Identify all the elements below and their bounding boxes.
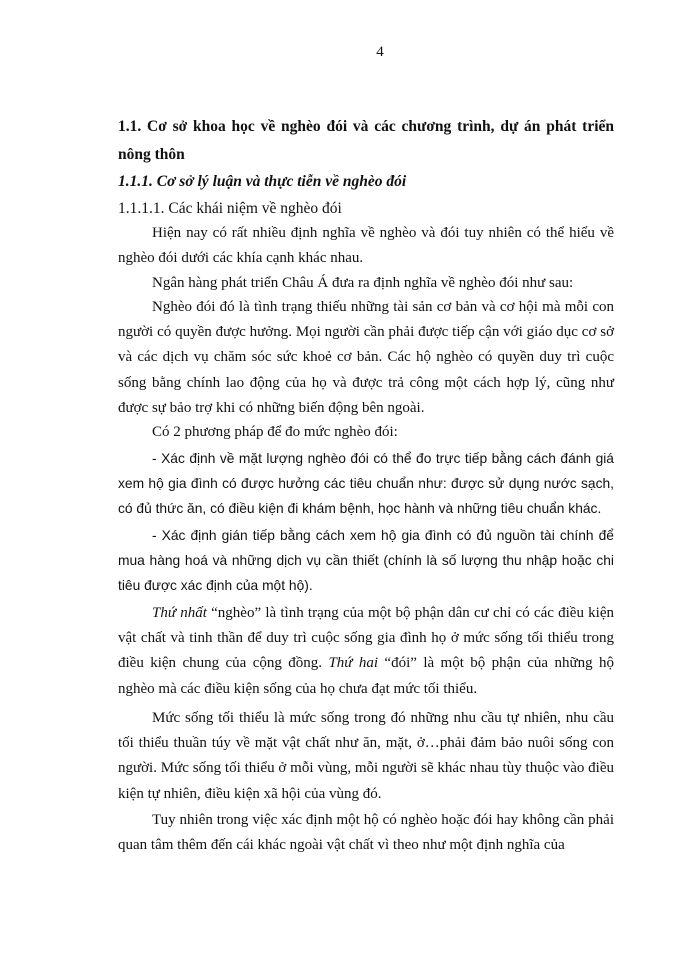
paragraph-1: Hiện nay có rất nhiều định nghĩa về nghèo và đói tuy nhiên có thể hiểu về nghèo đói dưới các khía cạnh khác nhau. <box>118 225 614 267</box>
paragraph-6: - Xác định gián tiếp bằng cách xem hộ gia đình có đủ nguồn tài chính để mua hàng hoá và những dịch vụ cần thiết (chính là số lượng thu nhập hoặc chi tiêu được xác định của một hộ). <box>118 528 614 594</box>
emphasis-second: Thứ hai <box>328 655 379 672</box>
page-number: 4 <box>376 44 384 60</box>
paragraph-4: Có 2 phương pháp để đo mức nghèo đói: <box>152 424 398 440</box>
paragraph-7-text-a: “nghèo” là tình trạng của một bộ phận dân cư chỉ có các điều kiện vật chất và tinh thần để duy trì cuộc sống gia đình họ ở mức sống tối thiểu trong điều kiện chung của cộng đồng. <box>118 605 614 672</box>
paragraph-9: Tuy nhiên trong việc xác định một hộ có nghèo hoặc đói hay không cần phải quan tâm thêm đến cái khác ngoài vật chất vì theo như một định nghĩa của <box>118 812 614 854</box>
paragraph-7 <box>118 601 614 702</box>
paragraph-5: - Xác định về mặt lượng nghèo đói có thể đo trực tiếp bằng cách đánh giá xem hộ gia đình có được hưởng các tiêu chuẩn như: được sử dụng nước sạch, có đủ thức ăn, có điều kiện đi khám bệnh, học hành và những tiêu chuẩn khác. <box>118 451 614 517</box>
paragraph-3: Nghèo đói đó là tình trạng thiếu những tài sản cơ bản và cơ hội mà mỗi con người có quyền được hưởng. Mọi người cần phải được tiếp cận với giáo dục cơ sở và các dịch vụ chăm sóc sức khoẻ cơ bản. Các hộ nghèo có quyền duy trì cuộc sống bằng chính lao động của họ và được trả công một cách hợp lý, cũng như được sự bảo trợ khi có những biến động bên ngoài. <box>118 299 614 416</box>
paragraph-8: Mức sống tối thiểu là mức sống trong đó những nhu cầu tự nhiên, nhu cầu tối thiểu thuần túy về mặt vật chất như ăn, mặt, ở…phải đảm bảo nuôi sống con người. Mức sống tối thiểu ở mỗi vùng, mỗi người sẽ khác nhau tùy thuộc vào điều kiện tự nhiên, điều kiện xã hội của vùng đó. <box>118 710 614 802</box>
heading-1: 1.1. Cơ sở khoa học về nghèo đói và các chương trình, dự án phát triển nông thôn <box>118 118 614 163</box>
paragraph-2: Ngân hàng phát triển Châu Á đưa ra định nghĩa về nghèo đói như sau: <box>152 275 574 291</box>
heading-3: 1.1.1.1. Các khái niệm về nghèo đói <box>118 200 342 217</box>
paragraph-7-text-b: “đói” là một bộ phận của những hộ nghèo mà các điều kiện sống của họ chưa đạt mức tối thiểu. <box>118 655 614 697</box>
emphasis-first: Thứ nhất <box>152 605 207 621</box>
heading-2: 1.1.1. Cơ sở lý luận và thực tiễn về nghèo đói <box>118 173 407 190</box>
